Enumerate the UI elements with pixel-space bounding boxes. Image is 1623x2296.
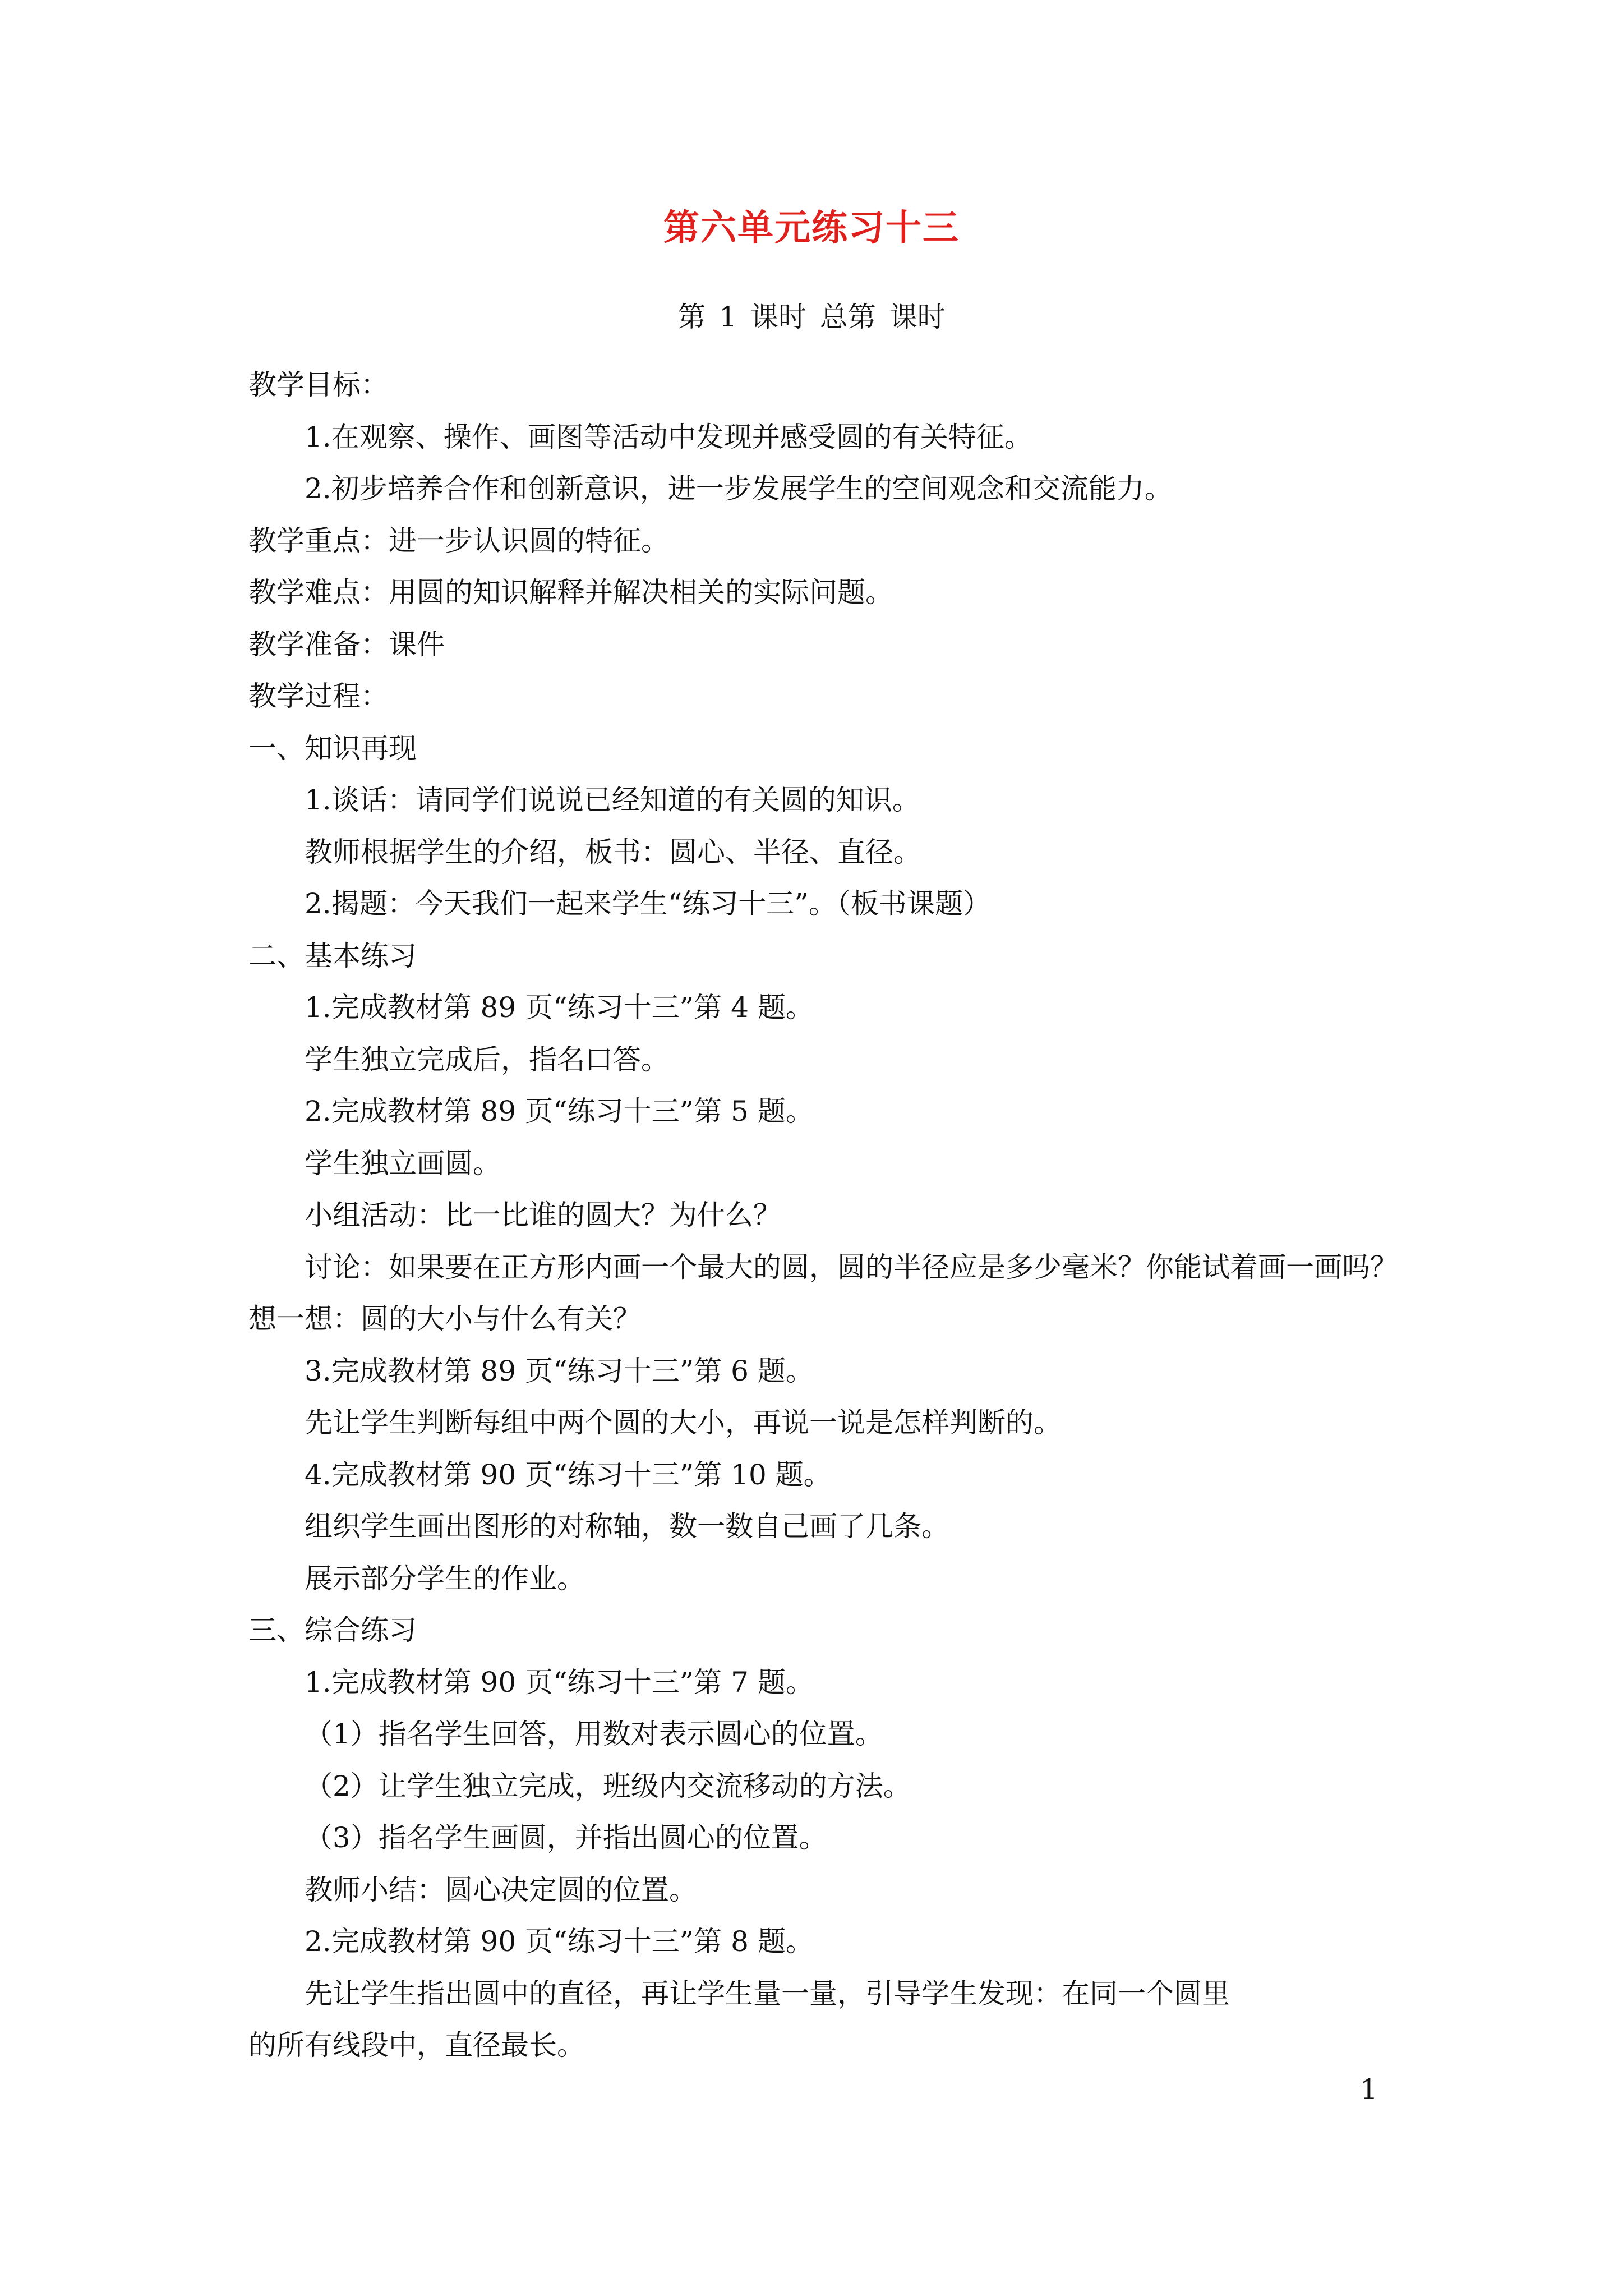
text-line: 先让学生判断每组中两个圆的大小，再说一说是怎样判断的。 — [305, 1406, 1062, 1439]
text-line: 2.完成教材第 89 页“练习十三”第 5 题。 — [305, 1095, 814, 1128]
text-line: 小组活动：比一比谁的圆大？为什么？ — [305, 1199, 781, 1231]
text-line: 组织学生画出图形的对称轴，数一数自己画了几条。 — [305, 1510, 949, 1543]
text-line: 4.完成教材第 90 页“练习十三”第 10 题。 — [305, 1458, 832, 1491]
text-line: 学生独立画圆。 — [305, 1147, 501, 1180]
text-line: 一、知识再现 — [248, 731, 417, 765]
text-line: （3）指名学生画圆，并指出圆心的位置。 — [305, 1821, 827, 1854]
text-line: 2.初步培养合作和创新意识，进一步发展学生的空间观念和交流能力。 — [305, 472, 1173, 505]
text-line: 学生独立完成后，指名口答。 — [305, 1043, 669, 1076]
text-line: 1.完成教材第 89 页“练习十三”第 4 题。 — [305, 991, 814, 1024]
text-line: 1.谈话：请同学们说说已经知道的有关圆的知识。 — [305, 784, 920, 816]
text-line: 教学目标： — [248, 369, 389, 401]
text-line: 先让学生指出圆中的直径，再让学生量一量，引导学生发现：在同一个圆里 — [305, 1977, 1230, 2010]
text-line: 教师根据学生的介绍，板书：圆心、半径、直径。 — [305, 835, 921, 868]
text-line: 三、综合练习 — [248, 1614, 417, 1646]
text-line: 2.完成教材第 90 页“练习十三”第 8 题。 — [305, 1925, 814, 1958]
text-line: 教师小结：圆心决定圆的位置。 — [305, 1873, 697, 1906]
document-title: 第六单元练习十三 — [663, 207, 960, 249]
text-line: 教学难点：用圆的知识解释并解决相关的实际问题。 — [248, 576, 893, 609]
text-line: 二、基本练习 — [248, 939, 417, 972]
text-line: 的所有线段中，直径最长。 — [248, 2029, 585, 2062]
document-body — [248, 359, 1398, 2072]
text-line: 2.揭题：今天我们一起来学生“练习十三”。（板书课题） — [305, 887, 991, 920]
text-line: （1）指名学生回答，用数对表示圆心的位置。 — [305, 1718, 883, 1750]
text-line: 教学准备：课件 — [248, 628, 445, 661]
text-line: 讨论：如果要在正方形内画一个最大的圆，圆的半径应是多少毫米？你能试着画一画吗？ — [305, 1250, 1398, 1283]
text-line: （2）让学生独立完成，班级内交流移动的方法。 — [305, 1769, 911, 1802]
text-line: 展示部分学生的作业。 — [305, 1562, 585, 1595]
page-number: 1 — [1360, 2073, 1378, 2106]
lesson-subtitle: 第 1 课时 总第 课时 — [677, 301, 946, 333]
text-line: 1.在观察、操作、画图等活动中发现并感受圆的有关特征。 — [305, 420, 1032, 453]
text-line: 教学重点：进一步认识圆的特征。 — [248, 524, 669, 557]
text-line: 3.完成教材第 89 页“练习十三”第 6 题。 — [305, 1354, 814, 1387]
text-line: 教学过程： — [248, 680, 389, 712]
text-line: 想一想：圆的大小与什么有关？ — [248, 1303, 641, 1335]
text-line: 1.完成教材第 90 页“练习十三”第 7 题。 — [305, 1665, 814, 1699]
